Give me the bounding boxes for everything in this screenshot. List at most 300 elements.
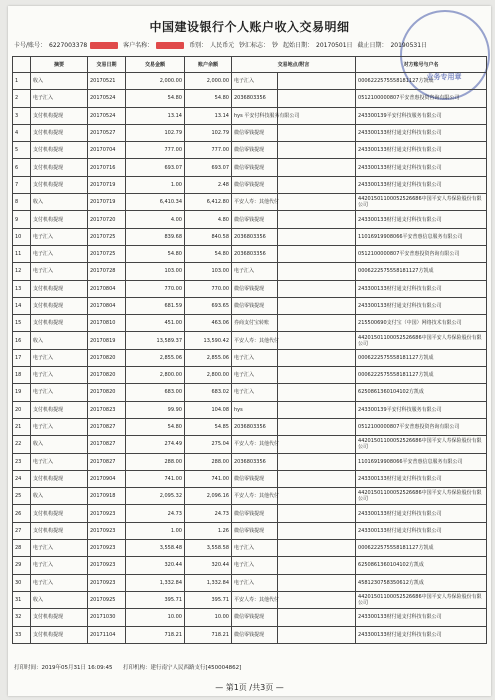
row-index: 22: [13, 436, 31, 453]
start-date: 20170501日: [316, 42, 353, 49]
table-row: [13, 142, 487, 159]
table-row: [13, 245, 487, 262]
name-label: 客户名称：: [123, 42, 154, 49]
table-row: [13, 505, 487, 522]
row-summary: 电子汇入: [31, 228, 88, 245]
row-place-extra: [278, 211, 356, 228]
row-balance: 275.04: [185, 436, 232, 453]
row-counterparty: 243300133财付通支付科技有限公司: [356, 505, 487, 522]
row-index: 31: [13, 591, 31, 608]
row-amount: 288.00: [126, 453, 185, 470]
printer-branch: 建行南宁人民西路支行[450004862]: [150, 665, 242, 671]
stamp-label: 业务专用章: [426, 73, 462, 81]
row-index: 16: [13, 332, 31, 349]
print-time: 2019年05月31日 16:09:45: [41, 665, 113, 671]
row-summary: 电子汇入: [31, 384, 88, 401]
row-amount: 6,410.34: [126, 194, 185, 211]
table-row: [13, 263, 487, 280]
table-row: [13, 107, 487, 124]
row-balance: 2.48: [185, 176, 232, 193]
row-amount: 777.00: [126, 142, 185, 159]
table-row: [13, 176, 487, 193]
row-summary: 电子汇入: [31, 557, 88, 574]
row-place: 平安人寿：其他代付: [232, 591, 278, 608]
row-index: 10: [13, 228, 31, 245]
table-row: [13, 367, 487, 384]
row-balance: 693.07: [185, 159, 232, 176]
col-header-index: [13, 57, 31, 73]
row-date: 20170923: [88, 557, 126, 574]
row-amount: 4.00: [126, 211, 185, 228]
row-counterparty: 0006222575558181127方凯成: [356, 263, 487, 280]
row-balance: 718.21: [185, 626, 232, 643]
row-place: 微信零钱提现: [232, 505, 278, 522]
row-balance: 320.44: [185, 557, 232, 574]
row-date: 20170819: [88, 332, 126, 349]
row-place: 微信零钱提现: [232, 609, 278, 626]
row-date: 20171030: [88, 609, 126, 626]
row-summary: 支付机构提现: [31, 470, 88, 487]
row-amount: 1,332.84: [126, 574, 185, 591]
row-date: 20170810: [88, 315, 126, 332]
table-row: [13, 297, 487, 314]
table-row: [13, 488, 487, 505]
row-date: 20170720: [88, 211, 126, 228]
col-header-amount: 交易金额: [126, 57, 185, 73]
row-counterparty: 0006222575558181127方凯成: [356, 349, 487, 366]
statement-page: [8, 6, 491, 696]
row-place: 电子汇入: [232, 574, 278, 591]
row-index: 23: [13, 453, 31, 470]
row-index: 15: [13, 315, 31, 332]
row-summary: 支付机构提现: [31, 315, 88, 332]
row-summary: 支付机构提现: [31, 211, 88, 228]
row-balance: 683.02: [185, 384, 232, 401]
row-date: 20170521: [88, 73, 126, 90]
row-place-extra: [278, 297, 356, 314]
row-date: 20170923: [88, 574, 126, 591]
row-summary: 支付机构提现: [31, 107, 88, 124]
row-place-extra: [278, 332, 356, 349]
row-place: 微信零钱提现: [232, 626, 278, 643]
row-place: 平安人寿：其他代付: [232, 194, 278, 211]
row-amount: 2,000.00: [126, 73, 185, 90]
row-balance: 2,855.06: [185, 349, 232, 366]
row-balance: 103.00: [185, 263, 232, 280]
table-row: [13, 159, 487, 176]
row-place-extra: [278, 609, 356, 626]
row-summary: 支付机构提现: [31, 142, 88, 159]
row-place: 2036803356: [232, 245, 278, 262]
row-place: 微信零钱提现: [232, 280, 278, 297]
row-index: 9: [13, 211, 31, 228]
table-row: [13, 557, 487, 574]
col-header-summary: 摘要: [31, 57, 88, 73]
row-place-extra: [278, 367, 356, 384]
row-balance: 288.00: [185, 453, 232, 470]
row-date: 20170725: [88, 228, 126, 245]
row-date: 20171104: [88, 626, 126, 643]
row-counterparty: 6250861360104102方凯成: [356, 557, 487, 574]
row-counterparty: 44201501100052526686中国平安人寿保险股份有限公司: [356, 194, 487, 211]
transactions-table-wrap: [12, 56, 486, 660]
row-counterparty: 0512100000807平安普惠投资咨询有限公司: [356, 245, 487, 262]
row-balance: 395.71: [185, 591, 232, 608]
row-date: 20170820: [88, 367, 126, 384]
row-index: 30: [13, 574, 31, 591]
row-index: 18: [13, 367, 31, 384]
row-counterparty: 11016919908066平安普惠信息服务有限公司: [356, 228, 487, 245]
card-number: 6227003378: [49, 42, 88, 49]
row-summary: 支付机构提现: [31, 522, 88, 539]
row-place: 平安人寿：其他代付: [232, 332, 278, 349]
row-place: 2036803356: [232, 228, 278, 245]
row-counterparty: 0512100000807平安普惠投资咨询有限公司: [356, 418, 487, 435]
row-place-extra: [278, 522, 356, 539]
row-balance: 777.00: [185, 142, 232, 159]
row-index: 7: [13, 176, 31, 193]
row-balance: 4.80: [185, 211, 232, 228]
row-amount: 2,095.32: [126, 488, 185, 505]
row-balance: 10.00: [185, 609, 232, 626]
printer-label: 打印机构：: [122, 665, 151, 671]
row-balance: 463.06: [185, 315, 232, 332]
row-place-extra: [278, 176, 356, 193]
row-amount: 320.44: [126, 557, 185, 574]
row-date: 20170827: [88, 418, 126, 435]
row-index: 13: [13, 280, 31, 297]
row-place: 微信零钱提现: [232, 522, 278, 539]
table-row: [13, 124, 487, 141]
row-amount: 395.71: [126, 591, 185, 608]
print-footer: [14, 663, 484, 671]
row-counterparty: 6250861360104102方凯成: [356, 384, 487, 401]
row-date: 20170827: [88, 436, 126, 453]
row-summary: 电子汇入: [31, 90, 88, 107]
account-info: [14, 40, 484, 52]
row-balance: 24.73: [185, 505, 232, 522]
row-balance: 2,000.00: [185, 73, 232, 90]
table-row: [13, 453, 487, 470]
row-balance: 54.80: [185, 245, 232, 262]
table-row: [13, 609, 487, 626]
row-amount: 839.68: [126, 228, 185, 245]
row-summary: 支付机构提现: [31, 401, 88, 418]
row-summary: 电子汇入: [31, 418, 88, 435]
row-index: 2: [13, 90, 31, 107]
row-place: 电子汇入: [232, 557, 278, 574]
row-counterparty: 44201501100052526686中国平安人寿保险股份有限公司: [356, 488, 487, 505]
cash-value: 钞: [272, 42, 279, 49]
row-balance: 54.80: [185, 90, 232, 107]
row-amount: 2,800.00: [126, 367, 185, 384]
row-date: 20170925: [88, 591, 126, 608]
page-title: 中国建设银行个人账户收入交易明细: [149, 20, 350, 34]
row-date: 20170923: [88, 505, 126, 522]
row-counterparty: 11016919908066平安普惠信息服务有限公司: [356, 453, 487, 470]
row-index: 1: [13, 73, 31, 90]
row-amount: 54.80: [126, 418, 185, 435]
row-counterparty: 44201501100052526686中国平安人寿保险股份有限公司: [356, 332, 487, 349]
row-balance: 6,412.80: [185, 194, 232, 211]
row-balance: 3,558.58: [185, 540, 232, 557]
row-counterparty: 243300133财付通支付科技有限公司: [356, 142, 487, 159]
row-summary: 电子汇入: [31, 245, 88, 262]
row-place: 2036803356: [232, 453, 278, 470]
row-place-extra: [278, 228, 356, 245]
row-counterparty: 243300133财付通支付科技有限公司: [356, 124, 487, 141]
row-place: 微信零钱提现: [232, 124, 278, 141]
row-date: 20170719: [88, 194, 126, 211]
row-index: 4: [13, 124, 31, 141]
row-amount: 2,855.06: [126, 349, 185, 366]
row-place-extra: [278, 263, 356, 280]
row-index: 19: [13, 384, 31, 401]
row-amount: 102.79: [126, 124, 185, 141]
row-counterparty: 243300133财付通支付科技有限公司: [356, 522, 487, 539]
row-balance: 102.79: [185, 124, 232, 141]
row-date: 20170918: [88, 488, 126, 505]
row-date: 20170820: [88, 384, 126, 401]
row-index: 14: [13, 297, 31, 314]
row-summary: 电子汇入: [31, 574, 88, 591]
row-place-extra: [278, 470, 356, 487]
row-amount: 1.00: [126, 176, 185, 193]
row-place-extra: [278, 73, 356, 90]
col-header-balance: 账户余额: [185, 57, 232, 73]
col-header-date: 交易日期: [88, 57, 126, 73]
row-amount: 683.00: [126, 384, 185, 401]
row-place: 电子汇入: [232, 349, 278, 366]
row-counterparty: 243300133财付通支付科技有限公司: [356, 211, 487, 228]
row-summary: 支付机构提现: [31, 124, 88, 141]
row-amount: 741.00: [126, 470, 185, 487]
row-amount: 718.21: [126, 626, 185, 643]
row-date: 20170716: [88, 159, 126, 176]
row-summary: 收入: [31, 194, 88, 211]
row-date: 20170804: [88, 280, 126, 297]
table-row: [13, 73, 487, 90]
row-place-extra: [278, 349, 356, 366]
row-index: 6: [13, 159, 31, 176]
row-summary: 电子汇入: [31, 263, 88, 280]
row-date: 20170923: [88, 522, 126, 539]
redaction-mark: [156, 42, 184, 49]
row-index: 24: [13, 470, 31, 487]
row-counterparty: 243300133财付通支付科技有限公司: [356, 626, 487, 643]
row-place-extra: [278, 436, 356, 453]
row-index: 27: [13, 522, 31, 539]
row-counterparty: 44201501100052526686中国平安人寿保险股份有限公司: [356, 436, 487, 453]
row-place-extra: [278, 574, 356, 591]
end-date-label: 截止日期：: [357, 42, 388, 49]
row-index: 5: [13, 142, 31, 159]
row-place-extra: [278, 384, 356, 401]
row-summary: 支付机构提现: [31, 505, 88, 522]
row-place-extra: [278, 159, 356, 176]
row-date: 20170823: [88, 401, 126, 418]
row-place-extra: [278, 557, 356, 574]
col-header-counterparty: 对方账号与户名: [356, 57, 487, 73]
row-place: 微信零钱提现: [232, 176, 278, 193]
table-row: [13, 228, 487, 245]
row-date: 20170827: [88, 453, 126, 470]
row-summary: 电子汇入: [31, 540, 88, 557]
table-row: [13, 574, 487, 591]
row-summary: 收入: [31, 332, 88, 349]
row-counterparty: 243300133财付通支付科技有限公司: [356, 280, 487, 297]
row-date: 20170719: [88, 176, 126, 193]
row-place: 平安人寿：其他代付: [232, 488, 278, 505]
table-row: [13, 540, 487, 557]
start-date-label: 起始日期：: [282, 42, 313, 49]
row-amount: 1.00: [126, 522, 185, 539]
table-row: [13, 384, 487, 401]
row-place-extra: [278, 488, 356, 505]
row-place-extra: [278, 453, 356, 470]
row-balance: 770.00: [185, 280, 232, 297]
row-index: 28: [13, 540, 31, 557]
row-place-extra: [278, 124, 356, 141]
row-amount: 693.07: [126, 159, 185, 176]
row-counterparty: 243300133财付通支付科技有限公司: [356, 176, 487, 193]
table-row: [13, 470, 487, 487]
row-index: 21: [13, 418, 31, 435]
row-place-extra: [278, 401, 356, 418]
row-balance: 840.58: [185, 228, 232, 245]
row-summary: 收入: [31, 436, 88, 453]
redaction-mark: [90, 42, 118, 49]
row-place-extra: [278, 505, 356, 522]
row-balance: 741.00: [185, 470, 232, 487]
row-place: hys: [232, 401, 278, 418]
row-amount: 99.90: [126, 401, 185, 418]
row-place: 电子汇入: [232, 540, 278, 557]
col-header-place: 交易地点/附言: [232, 57, 356, 73]
row-counterparty: 0512100000807平安普惠投资咨询有限公司: [356, 90, 487, 107]
currency-value: 人民币元: [210, 42, 235, 49]
row-balance: 693.65: [185, 297, 232, 314]
row-amount: 451.00: [126, 315, 185, 332]
row-index: 26: [13, 505, 31, 522]
end-date: 20190531日: [390, 42, 428, 49]
row-place: 平安人寿：其他代付: [232, 436, 278, 453]
row-place: 微信零钱提现: [232, 142, 278, 159]
currency-label: 币别：: [189, 42, 208, 49]
row-place-extra: [278, 280, 356, 297]
row-index: 8: [13, 194, 31, 211]
row-counterparty: 215500690支付宝（中国）网络技术有限公司: [356, 315, 487, 332]
row-counterparty: 243300133财付通支付科技有限公司: [356, 609, 487, 626]
row-place: 微信零钱提现: [232, 297, 278, 314]
row-balance: 54.85: [185, 418, 232, 435]
row-balance: 13.14: [185, 107, 232, 124]
row-date: 20170904: [88, 470, 126, 487]
table-row: [13, 90, 487, 107]
row-date: 20170527: [88, 124, 126, 141]
row-balance: 2,096.16: [185, 488, 232, 505]
table-row: [13, 194, 487, 211]
row-place-extra: [278, 418, 356, 435]
row-summary: 收入: [31, 591, 88, 608]
table-row: [13, 315, 487, 332]
row-index: 25: [13, 488, 31, 505]
row-summary: 电子汇入: [31, 349, 88, 366]
row-summary: 收入: [31, 488, 88, 505]
row-counterparty: 44201501100052526686中国平安人寿保险股份有限公司: [356, 591, 487, 608]
row-balance: 13,590.42: [185, 332, 232, 349]
row-date: 20170728: [88, 263, 126, 280]
row-amount: 681.59: [126, 297, 185, 314]
row-index: 11: [13, 245, 31, 262]
row-balance: 1,332.84: [185, 574, 232, 591]
row-date: 20170704: [88, 142, 126, 159]
row-date: 20170524: [88, 107, 126, 124]
row-place-extra: [278, 591, 356, 608]
row-counterparty: 0006222575558181127方凯成: [356, 540, 487, 557]
row-date: 20170804: [88, 297, 126, 314]
table-row: [13, 436, 487, 453]
row-index: 32: [13, 609, 31, 626]
table-row: [13, 211, 487, 228]
row-place-extra: [278, 90, 356, 107]
row-index: 33: [13, 626, 31, 643]
row-balance: 2,800.00: [185, 367, 232, 384]
row-counterparty: 243300133财付通支付科技有限公司: [356, 297, 487, 314]
table-row: [13, 522, 487, 539]
row-amount: 13,589.37: [126, 332, 185, 349]
table-row: [13, 418, 487, 435]
row-amount: 103.00: [126, 263, 185, 280]
row-amount: 24.73: [126, 505, 185, 522]
table-row: [13, 332, 487, 349]
row-place-extra: [278, 540, 356, 557]
row-summary: 支付机构提现: [31, 297, 88, 314]
row-counterparty: 0006222575558181127方凯成: [356, 73, 487, 90]
row-balance: 1.26: [185, 522, 232, 539]
row-summary: 电子汇入: [31, 367, 88, 384]
transactions-table: [12, 56, 487, 644]
row-amount: 54.80: [126, 90, 185, 107]
table-row: [13, 626, 487, 643]
row-counterparty: 243300133财付通支付科技有限公司: [356, 470, 487, 487]
card-label: 卡号/账号：: [14, 42, 47, 49]
row-place: 微信零钱提现: [232, 211, 278, 228]
row-index: 12: [13, 263, 31, 280]
row-place-extra: [278, 626, 356, 643]
cash-label: 钞汇标志：: [239, 42, 270, 49]
row-place: 微信零钱提现: [232, 470, 278, 487]
row-place: 电子汇入: [232, 367, 278, 384]
row-counterparty: 243300133财付通支付科技有限公司: [356, 159, 487, 176]
row-index: 17: [13, 349, 31, 366]
row-amount: 274.49: [126, 436, 185, 453]
row-summary: 支付机构提现: [31, 280, 88, 297]
row-summary: 支付机构提现: [31, 626, 88, 643]
table-row: [13, 591, 487, 608]
row-place: 2036803356: [232, 418, 278, 435]
row-place-extra: [278, 194, 356, 211]
row-summary: 电子汇入: [31, 453, 88, 470]
row-amount: 13.14: [126, 107, 185, 124]
row-summary: 支付机构提现: [31, 159, 88, 176]
row-date: 20170820: [88, 349, 126, 366]
row-place-extra: [278, 315, 356, 332]
row-place: 电子汇入: [232, 263, 278, 280]
row-counterparty: 243300139平安付科技服务有限公司: [356, 107, 487, 124]
table-row: [13, 280, 487, 297]
table-body: [13, 73, 487, 644]
